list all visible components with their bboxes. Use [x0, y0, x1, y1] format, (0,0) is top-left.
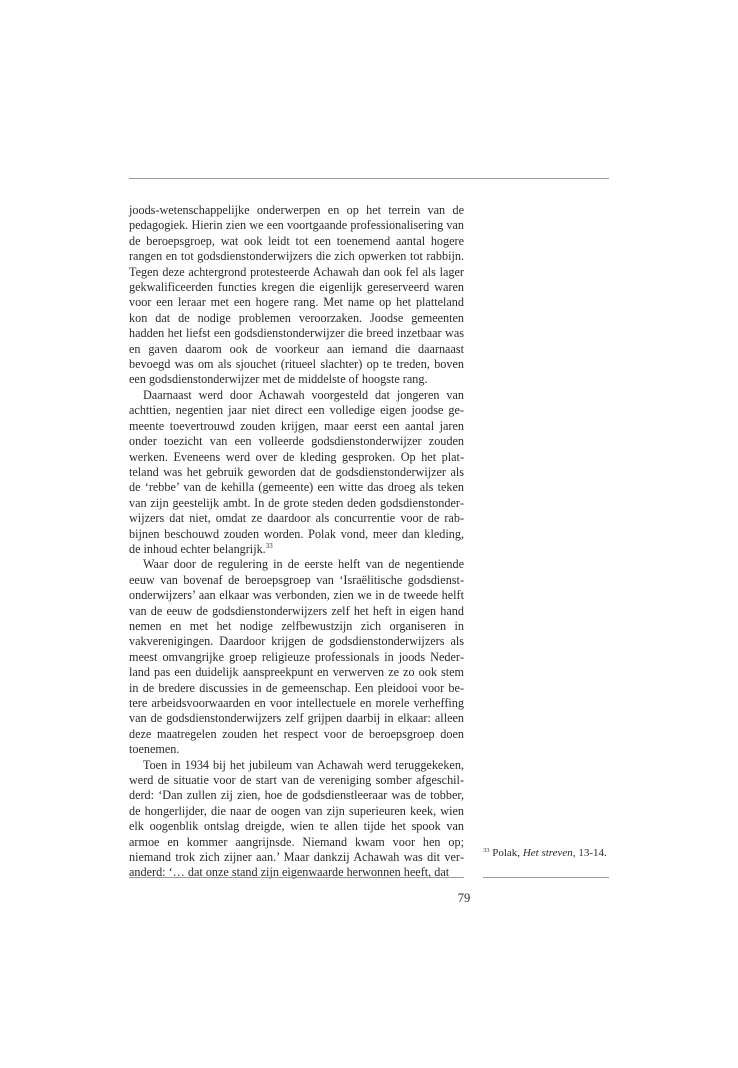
paragraph-3: Waar door de regulering in de eerste helft van de negentiende eeuw van bovenaf de beroepsgroep van ‘Israëlitische godsdienstonderwijzers’ aan elkaar was verbonden, zien we in de tweede helft van de eeuw de godsdienstonderwijzers zelf het heft in eigen hand nemen en met het nodige zelfbewustzijn zich organiseren in vakverenigingen. Daardoor krijgen de godsdienstonderwijzers als meest omvangrijke groep religieuze professionals in joods Nederland pas een duidelijk aanspreekpunt en verwerven ze zo ook stem in de bredere discussies in de gemeenschap. Een pleidooi voor betere arbeidsvoorwaarden en voor intellectuele en morele verheffing van de godsdienstonderwijzers zelf grijpen daarbij in elkaar: alleen deze maatregelen zouden het respect voor de beroepsgroep doen toenemen. [129, 557, 464, 757]
paragraph-2-text: Daarnaast werd door Achawah voorgesteld dat jongeren van achttien, negentien jaar niet direct een volledige eigen joodse gemeente toevertrouwd zouden krijgen, maar eerst een aantal jaren onder toezicht van een volleerde godsdienstonderwijzer zouden werken. Eveneens werd over de kleding gesproken. Op het platteland was het gebruik geworden dat de godsdienstonderwijzer als de ‘rebbe’ van de kehilla (gemeente) een witte das droeg als teken van zijn geestelijk ambt. In de grote steden deden godsdienstonderwijzers dat niet, omdat ze daardoor als concurrentie voor de rabbijnen beschouwd zouden worden. Polak vond, meer dan kleding, de inhoud echter belangrijk. [129, 387, 464, 556]
page-number: 79 [457, 891, 471, 905]
footer-rule-main [129, 877, 464, 878]
footer-rule-margin [483, 877, 609, 878]
footnote-author: Polak, [492, 847, 521, 859]
footnote-title: Het streven [522, 847, 573, 859]
footnote-33 [483, 846, 623, 860]
footnote-reference-33[interactable]: 33 [265, 541, 273, 550]
paragraph-1: joods-wetenschappelijke onderwerpen en op het terrein van de pedagogiek. Hierin zien we een voortgaande professionalisering van de beroepsgroep, wat ook leidt tot een toenemend aantal hogere rangen en tot godsdienstonderwijzers die zich opwerken tot rabbijn. Tegen deze achtergrond protesteerde Achawah dan ook fel als lager gekwalificeerden functies kregen die eigenlijk gereserveerd waren voor een leraar met een hogere rang. Met name op het platteland kon dat de nodige problemen veroorzaken. Joodse gemeenten hadden het liefst een godsdienstonderwijzer die breed inzetbaar was en gaven daarom ook de voorkeur aan iemand die daarnaast bevoegd was om als sjouchet (ritueel slachter) op te treden, boven een godsdienstonderwijzer met de middelste of hoogste rang. [129, 203, 464, 387]
paragraph-2 [129, 388, 464, 557]
main-text-column [129, 203, 464, 881]
paragraph-4: Toen in 1934 bij het jubileum van Achawah werd teruggekeken, werd de situatie voor de start van de vereniging somber afgeschilderd: ‘Dan zullen zij zien, hoe de godsdienstleeraar was de tobber, de hongerlijder, die naar de oogen van zijn superieuren keek, wien elk oogenblik ontslag dreigde, wien te allen tijde het spook van armoe en kommer aangrijnsde. Niemand kwam voor hen op; niemand trok zich zijner aan.’ Maar dankzij Achawah was dit veranderd: ‘… dat onze stand zijn eigenwaarde herwonnen heeft, dat [129, 757, 464, 880]
header-rule [129, 178, 609, 179]
footnote-pages: , 13-14. [572, 847, 607, 859]
footnote-number: 33 [483, 847, 490, 854]
